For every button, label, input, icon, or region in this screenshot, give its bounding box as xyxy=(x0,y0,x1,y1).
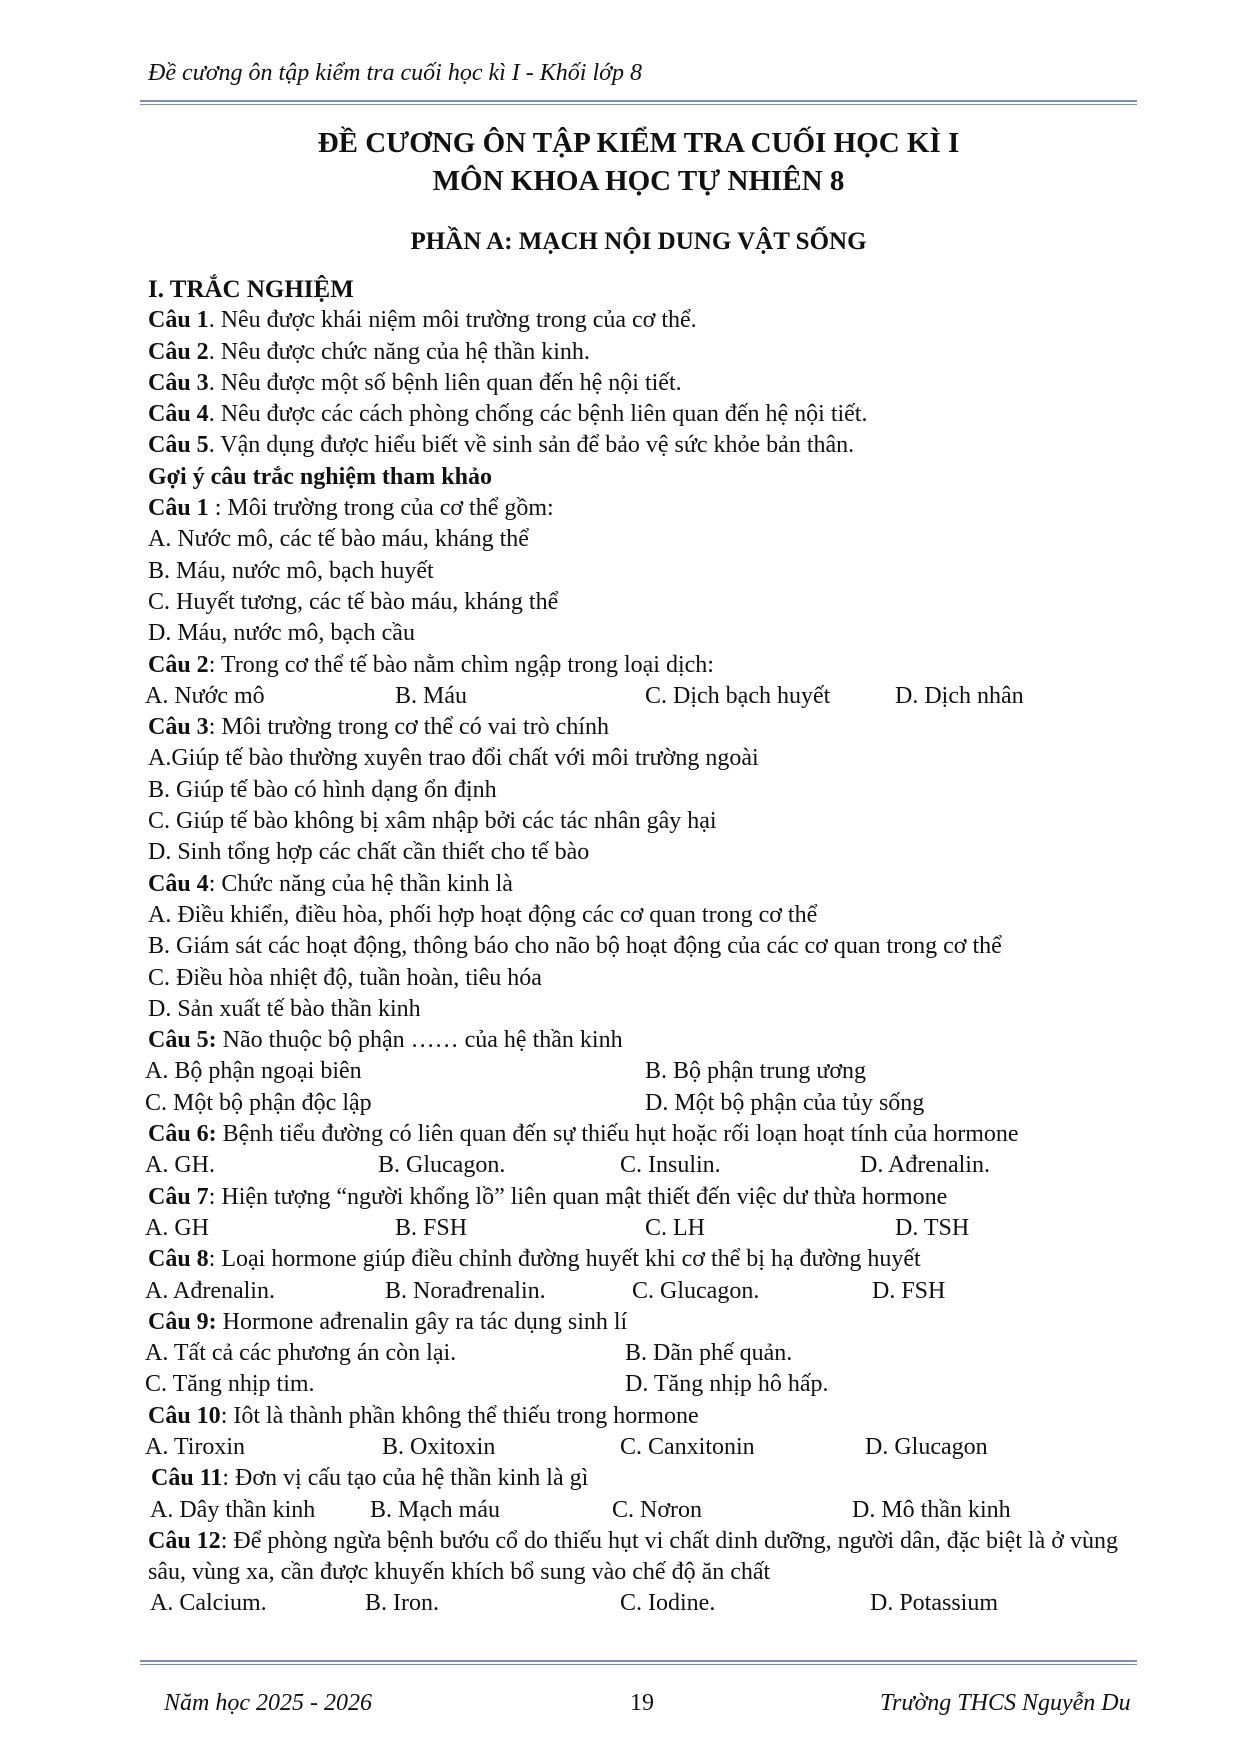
answer-row xyxy=(145,1213,1138,1244)
question xyxy=(148,493,1138,524)
answer-row xyxy=(145,1088,1138,1119)
answer-option: D. Tăng nhịp hô hấp. xyxy=(625,1371,829,1398)
header-rule xyxy=(140,100,1137,102)
objective-item xyxy=(148,430,1138,461)
answer-option: A. Nước mô, các tế bào máu, kháng thể xyxy=(148,526,529,553)
objective-item xyxy=(148,305,1138,336)
answer-row xyxy=(145,1369,1138,1400)
answer-option: D. Glucagon xyxy=(865,1433,988,1460)
question-text: : Đơn vị cấu tạo của hệ thần kinh là gì xyxy=(222,1465,589,1492)
question-label: Câu 5: xyxy=(148,1027,217,1054)
question xyxy=(148,1526,1140,1589)
running-header: Đề cương ôn tập kiểm tra cuối học kì I - Khối lớp 8 xyxy=(148,60,642,86)
answer-option: C. Dịch bạch huyết xyxy=(645,682,831,709)
answer-option: A.Giúp tế bào thường xuyên trao đổi chất với môi trường ngoài xyxy=(148,745,759,772)
question xyxy=(148,869,1138,900)
footer-school-name: Trường THCS Nguyễn Du xyxy=(880,1690,1131,1716)
answer-option: A. GH. xyxy=(145,1152,215,1179)
question-text: : Môi trường trong của cơ thể gồm: xyxy=(208,495,554,522)
document-title-line1: ĐỀ CƯƠNG ÔN TẬP KIỂM TRA CUỐI HỌC KÌ I xyxy=(317,127,960,159)
answer-row xyxy=(148,1495,1138,1526)
answer-option: C. Tăng nhịp tim. xyxy=(145,1371,315,1398)
answer-option: B. Giúp tế bào có hình dạng ổn định xyxy=(148,776,497,803)
answer-option: C. Iodine. xyxy=(620,1590,716,1617)
objective-label: Câu 1 xyxy=(148,307,209,334)
answer-option: A. Bộ phận ngoại biên xyxy=(145,1058,362,1085)
answer-option: C. Nơron xyxy=(612,1496,703,1523)
footer-rule-thin xyxy=(140,1664,1137,1665)
answer-option: D. Sản xuất tế bào thần kinh xyxy=(148,995,421,1022)
footer-school-year: Năm học 2025 - 2026 xyxy=(164,1690,372,1716)
question-label: Câu 3 xyxy=(148,714,209,741)
answer-option: C. Canxitonin xyxy=(620,1433,755,1460)
question xyxy=(148,1307,1138,1338)
answer-option: B. Dãn phế quản. xyxy=(625,1340,793,1367)
question-text: : Môi trường trong cơ thể có vai trò chính xyxy=(208,714,609,741)
question-label: Câu 6: xyxy=(148,1121,217,1148)
question-label: Câu 8 xyxy=(148,1246,209,1273)
question-label: Câu 1 xyxy=(148,495,209,522)
answer-option: B. Bộ phận trung ương xyxy=(645,1058,867,1085)
answer-option: C. Insulin. xyxy=(620,1152,721,1179)
answer-row xyxy=(145,1338,1138,1369)
question xyxy=(148,1119,1138,1150)
answer-option: B. Máu xyxy=(395,682,467,709)
answer-option: B. Norađrenalin. xyxy=(385,1277,546,1304)
answer-option: B. Oxitoxin xyxy=(382,1433,496,1460)
answer-option: B. Giám sát các hoạt động, thông báo cho não bộ hoạt động của các cơ quan trong cơ thể xyxy=(148,933,1002,960)
footer-rule xyxy=(140,1660,1137,1662)
answer-option: D. Máu, nước mô, bạch cầu xyxy=(148,620,415,647)
objective-text: . Nêu được các cách phòng chống các bệnh liên quan đến hệ nội tiết. xyxy=(208,401,868,428)
objective-text: . Nêu được chức năng của hệ thần kinh. xyxy=(208,338,590,365)
answer-option: D. Potassium xyxy=(870,1590,999,1617)
answer-option: C. Huyết tương, các tế bào máu, kháng thể xyxy=(148,588,559,615)
question-label: Câu 7 xyxy=(148,1183,209,1210)
answer-option: D. Mô thần kinh xyxy=(852,1496,1011,1523)
answer-option: A. Nước mô xyxy=(145,682,265,709)
question-text: Bệnh tiểu đường có liên quan đến sự thiếu hụt hoặc rối loạn hoạt tính của hormone xyxy=(216,1121,1019,1148)
answer-option: A. Tất cả các phương án còn lại. xyxy=(145,1340,457,1367)
answer-option: A. Calcium. xyxy=(150,1590,267,1617)
answer-option: B. Mạch máu xyxy=(370,1496,500,1523)
objective-text: . Nêu được khái niệm môi trường trong của cơ thể. xyxy=(208,307,697,334)
question-text: Não thuộc bộ phận …… của hệ thần kinh xyxy=(216,1027,623,1054)
answer-row xyxy=(145,1276,1138,1307)
answer-option: D. TSH xyxy=(895,1214,970,1241)
question xyxy=(148,1463,1138,1494)
question-label: Câu 11 xyxy=(151,1465,223,1492)
content-body xyxy=(145,274,1138,1620)
question-text: : Để phòng ngừa bệnh bướu cổ do thiếu hụt vi chất dinh dưỡng, người dân, đặc biệt là ở vùng sâu, vùng xa, cần được khuyến khích bổ sung vào chế độ ăn chất xyxy=(148,1527,1118,1586)
question xyxy=(148,1182,1138,1213)
objective-item xyxy=(148,337,1138,368)
question xyxy=(148,1244,1138,1275)
question xyxy=(148,1401,1138,1432)
answer-option: C. Điều hòa nhiệt độ, tuần hoàn, tiêu hóa xyxy=(148,964,542,991)
answer-option: D. Dịch nhân xyxy=(895,682,1024,709)
answer-option: C. Một bộ phận độc lập xyxy=(145,1089,372,1116)
answer-row xyxy=(148,1588,1138,1619)
answer-row xyxy=(145,681,1138,712)
section-title: I. TRẮC NGHIỆM xyxy=(148,276,354,303)
answer-option: C. Giúp tế bào không bị xâm nhập bởi các tác nhân gây hại xyxy=(148,808,717,835)
question-text: Hormone ađrenalin gây ra tác dụng sinh lí xyxy=(216,1308,628,1335)
document-title-line2: MÔN KHOA HỌC TỰ NHIÊN 8 xyxy=(432,165,845,197)
objective-text: . Vận dụng được hiểu biết về sinh sản để bảo vệ sức khỏe bản thân. xyxy=(208,432,855,459)
objective-item xyxy=(148,399,1138,430)
question-text: : Iôt là thành phần không thể thiếu trong hormone xyxy=(220,1402,699,1429)
answer-option: C. LH xyxy=(645,1214,705,1241)
answer-option: A. Dây thần kinh xyxy=(150,1496,316,1523)
objective-label: Câu 2 xyxy=(148,338,209,365)
question-label: Câu 10 xyxy=(148,1402,221,1429)
answer-option: D. FSH xyxy=(872,1277,946,1304)
part-title: PHẦN A: MẠCH NỘI DUNG VẬT SỐNG xyxy=(410,228,867,255)
question-label: Câu 4 xyxy=(148,870,209,897)
header-rule-thin xyxy=(140,104,1137,105)
answer-option: A. Tiroxin xyxy=(145,1433,246,1460)
answer-option: D. Một bộ phận của tủy sống xyxy=(645,1089,925,1116)
answer-option: B. Iron. xyxy=(365,1590,439,1617)
question-text: : Loại hormone giúp điều chỉnh đường huyết khi cơ thể bị hạ đường huyết xyxy=(208,1246,921,1273)
question-label: Câu 2 xyxy=(148,651,209,678)
page-number: 19 xyxy=(630,1690,654,1716)
suggestion-title: Gợi ý câu trắc nghiệm tham khảo xyxy=(148,463,492,490)
question-text: : Chức năng của hệ thần kinh là xyxy=(208,870,513,897)
answer-option: C. Glucagon. xyxy=(632,1277,760,1304)
answer-option: A. GH xyxy=(145,1214,209,1241)
objective-text: . Nêu được một số bệnh liên quan đến hệ nội tiết. xyxy=(208,369,682,396)
question xyxy=(148,650,1138,681)
question xyxy=(148,712,1138,743)
objective-label: Câu 5 xyxy=(148,432,209,459)
answer-option: D. Ađrenalin. xyxy=(860,1152,990,1179)
objective-label: Câu 3 xyxy=(148,369,209,396)
objective-item xyxy=(148,368,1138,399)
objective-label: Câu 4 xyxy=(148,401,209,428)
answer-option: A. Điều khiển, điều hòa, phối hợp hoạt động các cơ quan trong cơ thể xyxy=(148,901,818,928)
answer-option: D. Sinh tổng hợp các chất cần thiết cho tế bào xyxy=(148,839,590,866)
answer-option: B. FSH xyxy=(395,1214,468,1241)
question-text: : Hiện tượng “người khổng lồ” liên quan mật thiết đến việc dư thừa hormone xyxy=(208,1183,948,1210)
question-text: : Trong cơ thể tế bào nằm chìm ngập trong loại dịch: xyxy=(208,651,714,678)
question xyxy=(148,1025,1138,1056)
answer-option: A. Ađrenalin. xyxy=(145,1277,275,1304)
answer-option: B. Glucagon. xyxy=(378,1152,506,1179)
question-label: Câu 12 xyxy=(148,1527,221,1554)
question-label: Câu 9: xyxy=(148,1308,217,1335)
answer-row xyxy=(145,1056,1138,1087)
answer-row xyxy=(145,1150,1138,1181)
answer-row xyxy=(145,1432,1138,1463)
answer-option: B. Máu, nước mô, bạch huyết xyxy=(148,557,434,584)
